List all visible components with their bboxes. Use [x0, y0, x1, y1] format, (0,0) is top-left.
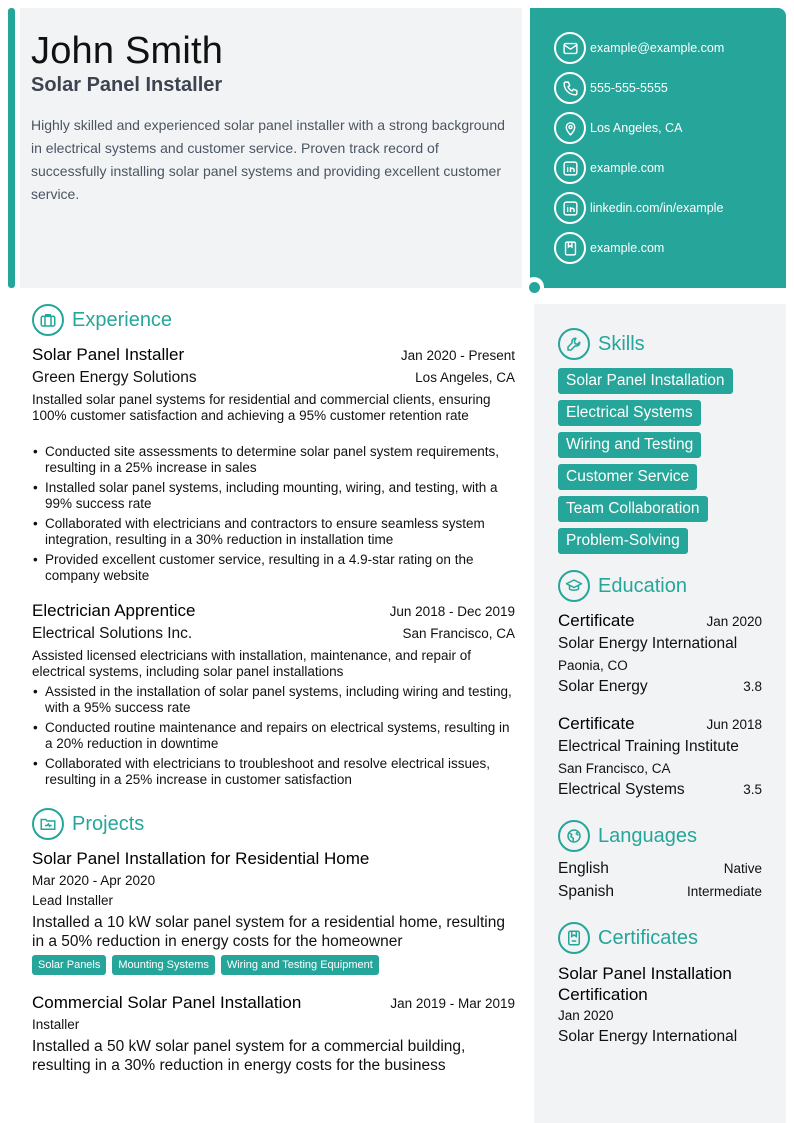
education-field: Solar Energy [558, 678, 648, 695]
languages-heading [558, 820, 697, 852]
language-name: Spanish [558, 883, 615, 900]
education-degree: Certificate [558, 714, 635, 733]
project-tags [32, 955, 379, 975]
contact-phone[interactable] [554, 72, 668, 104]
certificate-name: Solar Panel Installation Certification [558, 964, 732, 1004]
section-title: Experience [72, 308, 173, 331]
header-panel [20, 8, 522, 288]
list-item: • Conducted site assessments to determine solar panel system requirements, resulting in a 25% increase in sales [32, 444, 515, 476]
list-item: • Collaborated with electricians to troubleshoot and resolve electrical issues, resulting in a 25% increase in customer satisfaction [32, 756, 515, 788]
job-role: Solar Panel Installer [32, 345, 185, 364]
language-row [558, 883, 762, 901]
language-name: English [558, 860, 609, 877]
list-item: • Installed solar panel systems, including mounting, wiring, and testing, with a 99% success rate [32, 480, 515, 512]
education-date: Jan 2020 [706, 614, 762, 629]
section-title: Certificates [598, 926, 699, 949]
skill-tag: Customer Service [558, 464, 697, 490]
education-gpa: 3.8 [743, 679, 762, 694]
education-school: Electrical Training Institute [558, 738, 739, 755]
project-date: Mar 2020 - Apr 2020 [32, 873, 156, 888]
briefcase-icon [32, 304, 64, 336]
project-title: Commercial Solar Panel Installation [32, 993, 302, 1012]
language-level: Intermediate [686, 884, 762, 899]
contact-text: example.com [590, 241, 665, 255]
education-location: Paonia, CO [558, 658, 628, 673]
education-header [558, 611, 762, 631]
list-item: • Assisted in the installation of solar panel systems, including wiring and testing, with a 95% success rate [32, 684, 515, 716]
contact-text: example.com [590, 161, 665, 175]
list-item: • Collaborated with electricians and contractors to ensure seamless system integration, resulting in a 30% reduction in installation time [32, 516, 515, 548]
tag: Solar Panels [32, 955, 106, 975]
graduation-cap-icon [558, 570, 590, 602]
project-date: Jan 2019 - Mar 2019 [390, 996, 515, 1011]
timeline-dot [529, 282, 540, 293]
list-item: • Conducted routine maintenance and repairs on electrical systems, resulting in a 20% reduction in downtime [32, 720, 515, 752]
certificate-issuer: Solar Energy International [558, 1028, 738, 1045]
contact-linkedin[interactable] [554, 192, 723, 224]
project-header [32, 993, 515, 1013]
job-date: Jan 2020 - Present [400, 348, 515, 363]
bookmark-icon [554, 232, 586, 264]
candidate-title: Solar Panel Installer [31, 74, 223, 96]
certificates-heading [558, 922, 698, 954]
job-header [32, 345, 515, 365]
skills-heading [558, 328, 645, 360]
job-date: Jun 2018 - Dec 2019 [389, 604, 515, 619]
skill-tag: Team Collaboration [558, 496, 708, 522]
contact-location [554, 112, 682, 144]
skill-tag: Solar Panel Installation [558, 368, 733, 394]
skill-tag: Problem-Solving [558, 528, 688, 554]
section-title: Projects [72, 812, 145, 835]
education-heading [558, 570, 687, 602]
contact-text: linkedin.com/in/example [590, 201, 724, 215]
job-company-row [32, 369, 515, 387]
contact-text: 555-555-5555 [590, 81, 668, 95]
job-company-row [32, 625, 515, 643]
job-bullets [32, 684, 515, 792]
section-title: Skills [598, 332, 645, 355]
project-description: Installed a 50 kW solar panel system for a commercial building, resulting in a 30% reduction in energy costs for the business [32, 1038, 466, 1074]
education-gpa: 3.5 [743, 782, 762, 797]
job-company: Green Energy Solutions [32, 369, 197, 386]
job-location: San Francisco, CA [402, 626, 515, 641]
job-header [32, 601, 515, 621]
wrench-icon [558, 328, 590, 360]
contact-panel [530, 8, 786, 288]
education-field-row [558, 678, 762, 696]
skills-list [558, 368, 733, 560]
job-role: Electrician Apprentice [32, 601, 196, 620]
folder-icon [32, 808, 64, 840]
project-role: Installer [32, 1017, 80, 1032]
skill-tag: Electrical Systems [558, 400, 701, 426]
section-title: Languages [598, 824, 697, 847]
project-role: Lead Installer [32, 893, 114, 908]
job-description: Installed solar panel systems for residential and commercial clients, ensuring 100% customer satisfaction and achieving a 95% customer retention rate [32, 392, 491, 423]
contact-website[interactable] [554, 152, 664, 184]
job-company: Electrical Solutions Inc. [32, 625, 193, 642]
education-school: Solar Energy International [558, 635, 738, 652]
job-location: Los Angeles, CA [415, 370, 515, 385]
location-icon [554, 112, 586, 144]
summary-text: Highly skilled and experienced solar panel installer with a strong background in electrical systems and customer service. Proven track record of successfully installing solar panel systems and providing excellent customer service. [31, 117, 505, 202]
tag: Mounting Systems [112, 955, 214, 975]
contact-text: Los Angeles, CA [590, 121, 683, 135]
accent-bar [8, 8, 15, 288]
language-level: Native [723, 861, 762, 876]
education-date: Jun 2018 [706, 717, 762, 732]
linkedin-icon [554, 152, 586, 184]
contact-email[interactable] [554, 32, 724, 64]
contact-portfolio[interactable] [554, 232, 664, 264]
list-item: • Provided excellent customer service, resulting in a 4.9-star rating on the company website [32, 552, 515, 584]
mail-icon [554, 32, 586, 64]
language-row [558, 860, 762, 878]
candidate-name: John Smith [31, 30, 224, 72]
section-title: Education [598, 574, 687, 597]
education-degree: Certificate [558, 611, 635, 630]
job-bullets [32, 444, 515, 588]
experience-heading [32, 304, 172, 336]
project-title: Solar Panel Installation for Residential Home [32, 849, 370, 868]
linkedin-icon [554, 192, 586, 224]
project-description: Installed a 10 kW solar panel system for a residential home, resulting in a 50% reduction in energy costs for the homeowner [32, 914, 505, 950]
skill-tag: Wiring and Testing [558, 432, 701, 458]
certificate-icon [558, 922, 590, 954]
contact-text: example@example.com [590, 41, 725, 55]
education-location: San Francisco, CA [558, 761, 671, 776]
education-header [558, 714, 762, 734]
job-description: Assisted licensed electricians with installation, maintenance, and repair of electrical systems, including solar panel installations [32, 648, 471, 679]
education-field-row [558, 781, 762, 799]
projects-heading [32, 808, 144, 840]
globe-icon [558, 820, 590, 852]
phone-icon [554, 72, 586, 104]
education-field: Electrical Systems [558, 781, 685, 798]
certificate-date: Jan 2020 [558, 1008, 614, 1023]
tag: Wiring and Testing Equipment [221, 955, 379, 975]
